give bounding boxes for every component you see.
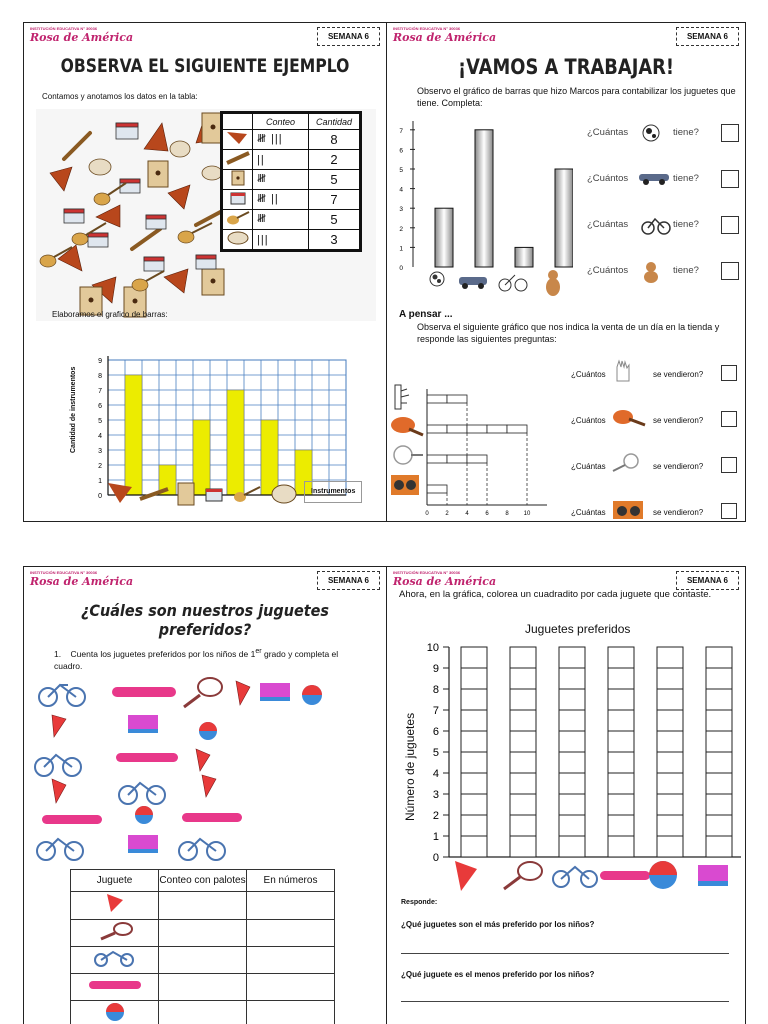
bar-segment xyxy=(427,455,447,463)
cajon-icon xyxy=(223,170,253,190)
cell-bicicleta xyxy=(559,647,585,668)
cell-pelota xyxy=(657,710,683,731)
cell-patines xyxy=(706,794,732,815)
answer-box[interactable] xyxy=(721,411,737,427)
cell-trompo xyxy=(461,668,487,689)
page-title: OBSERVA EL SIGUIENTE EJEMPLO xyxy=(60,55,350,77)
bar-segment xyxy=(447,455,467,463)
table-row xyxy=(71,974,335,1001)
y-tick-label: 5 xyxy=(98,418,102,425)
cell-trompo xyxy=(461,752,487,773)
cell-patines xyxy=(706,836,732,857)
bar-segment xyxy=(427,395,447,403)
bar-segment xyxy=(467,455,487,463)
question-post: tiene? xyxy=(673,127,699,138)
tally-input[interactable] xyxy=(159,947,247,974)
y-tick-label: 2 xyxy=(399,225,403,233)
answer-box[interactable] xyxy=(721,503,737,519)
y-tick-label: 6 xyxy=(432,726,439,738)
y-tick-label: 1 xyxy=(399,245,403,253)
radio-icon xyxy=(611,497,645,522)
intro-text: Contamos y anotamos los datos en la tabla: xyxy=(42,92,198,101)
cell-patineta xyxy=(608,794,634,815)
table-row: 𝍸 || 7 xyxy=(223,190,360,210)
table-row xyxy=(71,892,335,920)
bar-segment xyxy=(427,485,447,493)
answer-box[interactable] xyxy=(721,170,739,188)
cell-bicicleta xyxy=(559,689,585,710)
top-icon xyxy=(455,861,477,891)
toys-collection-image xyxy=(32,675,332,871)
y-tick-label: 10 xyxy=(426,642,439,654)
answer-box[interactable] xyxy=(721,457,737,473)
teddy-bear-icon xyxy=(641,261,661,288)
instruction-text: Ahora, en la gráfica, colorea un cuadradito por cada juguete que contaste. xyxy=(399,589,712,600)
drum-icon xyxy=(223,190,253,210)
tally-input[interactable] xyxy=(159,1001,247,1024)
week-badge: SEMANA 6 xyxy=(317,27,380,46)
cell-pelota xyxy=(657,668,683,689)
cell-patineta xyxy=(608,647,634,668)
number-input[interactable] xyxy=(247,920,335,947)
x-tick-label: 0 xyxy=(425,511,429,517)
school-logo: INSTITUCIÓN EDUCATIVA N° 30036 Rosa de América xyxy=(393,570,497,588)
number-input[interactable] xyxy=(247,1001,335,1024)
cell-patines xyxy=(706,752,732,773)
cell-trompo xyxy=(461,794,487,815)
table-row: 𝍸 ||| 8 xyxy=(223,130,360,150)
y-tick-label: 7 xyxy=(432,705,439,717)
y-tick-label: 4 xyxy=(399,186,403,194)
question-pre: ¿Cuántas xyxy=(587,219,629,230)
tally-input[interactable] xyxy=(159,974,247,1001)
y-tick-label: 9 xyxy=(98,358,102,365)
cell-patineta xyxy=(608,689,634,710)
cell-pelota xyxy=(657,647,683,668)
cell-trompo xyxy=(461,815,487,836)
cell-patines xyxy=(706,689,732,710)
x-tick-label: 4 xyxy=(465,511,469,517)
tambourine-icon xyxy=(223,230,253,250)
cell-pelota xyxy=(657,836,683,857)
brush-icon xyxy=(611,405,647,434)
school-logo: INSTITUCIÓN EDUCATIVA N° 30036 Rosa de América xyxy=(393,26,497,44)
cell-patines xyxy=(706,773,732,794)
car-icon xyxy=(637,169,671,190)
question-pre: ¿Cuántos xyxy=(571,416,606,425)
cell-bicicleta xyxy=(559,752,585,773)
question-pre: ¿Cuántas xyxy=(587,127,629,138)
chart-title: Juguetes preferidos xyxy=(525,622,631,636)
cell-raqueta xyxy=(510,647,536,668)
page-title: ¡VAMOS A TRABAJAR! xyxy=(457,55,675,79)
y-tick-label: 1 xyxy=(432,831,439,843)
cell-bicicleta xyxy=(559,815,585,836)
y-tick-label: 1 xyxy=(98,478,102,485)
question-pre: ¿Cuántas xyxy=(571,462,606,471)
question-2: ¿Qué juguete es el menos preferido por los niños? xyxy=(401,970,595,979)
instruction-text: 1. Cuenta los juguetes preferidos por los niños de 1er grado y completa el cuadro. xyxy=(54,647,339,671)
y-tick-label: 7 xyxy=(399,127,403,135)
think-title: A pensar ... xyxy=(399,309,453,320)
y-tick-label: 4 xyxy=(98,433,102,440)
question-pre: ¿Cuántos xyxy=(587,173,629,184)
answer-line-2[interactable] xyxy=(401,1001,729,1002)
answer-box[interactable] xyxy=(721,216,739,234)
table-row xyxy=(71,947,335,974)
question-post: se vendieron? xyxy=(653,462,704,471)
question-pre: ¿Cuántas xyxy=(571,508,606,517)
week-badge: SEMANA 6 xyxy=(676,27,739,46)
y-tick-label: 7 xyxy=(98,388,102,395)
cell-raqueta xyxy=(510,773,536,794)
bar-pelota xyxy=(435,208,453,267)
cell-raqueta xyxy=(510,752,536,773)
cell-raqueta xyxy=(510,815,536,836)
racket-icon xyxy=(504,862,542,889)
x-tick-label: 10 xyxy=(523,511,531,517)
number-input[interactable] xyxy=(247,947,335,974)
bar-bicicleta xyxy=(515,247,533,267)
table-row: || 2 xyxy=(223,150,360,170)
ball-icon xyxy=(71,1001,159,1024)
cell-pelota xyxy=(657,689,683,710)
cell-trompo xyxy=(461,773,487,794)
cell-patines xyxy=(706,710,732,731)
ball-icon xyxy=(649,861,677,889)
y-tick-label: 2 xyxy=(432,810,439,822)
school-logo: INSTITUCIÓN EDUCATIVA N° 30036 Rosa de América xyxy=(30,26,134,44)
cepillo-icon xyxy=(391,417,423,435)
cell-patines xyxy=(706,815,732,836)
cell-patines xyxy=(706,647,732,668)
bar-segment xyxy=(447,425,467,433)
y-tick-label: 3 xyxy=(98,448,102,455)
cell-raqueta xyxy=(510,689,536,710)
y-tick-label: 8 xyxy=(98,373,102,380)
cell-raqueta xyxy=(510,731,536,752)
cell-raqueta xyxy=(510,794,536,815)
x-tick-label: 8 xyxy=(505,511,509,517)
question-1: ¿Qué juguetes son el más preferido por los niños? xyxy=(401,920,595,929)
bicycle-icon xyxy=(553,867,597,887)
bicycle-icon xyxy=(71,947,159,974)
maracas-icon xyxy=(223,150,253,170)
school-logo: INSTITUCIÓN EDUCATIVA N° 30036 Rosa de América xyxy=(30,570,134,588)
cell-pelota xyxy=(657,731,683,752)
tally-input[interactable] xyxy=(159,920,247,947)
bar-osito xyxy=(555,169,573,267)
question-post: tiene? xyxy=(673,265,699,276)
bar-segment xyxy=(447,395,467,403)
cell-bicicleta xyxy=(559,773,585,794)
y-axis-label: Número de juguetes xyxy=(403,712,417,821)
bar-segment xyxy=(467,425,487,433)
page-title: ¿Cuáles son nuestros juguetes preferidos? xyxy=(81,601,329,639)
y-tick-label: 8 xyxy=(432,684,439,696)
zampona-icon xyxy=(223,130,253,150)
y-tick-label: 2 xyxy=(98,463,102,470)
tally-table: Conteo Cantidad 𝍸 ||| 8 || 2 𝍸 5 𝍸 || 7 𝍸 5 ||| 3 xyxy=(220,111,362,252)
cell-bicicleta xyxy=(559,710,585,731)
cell-patines xyxy=(706,668,732,689)
y-tick-label: 6 xyxy=(399,147,403,155)
bar-zampoña xyxy=(125,375,142,495)
cell-bicicleta xyxy=(559,836,585,857)
count-table: Juguete Conteo con palotes En números xyxy=(70,869,335,1024)
work-panel xyxy=(386,22,746,522)
cell-bicicleta xyxy=(559,794,585,815)
answer-box[interactable] xyxy=(721,124,739,142)
favorite-toys-grid-chart[interactable] xyxy=(423,635,741,895)
example-panel xyxy=(23,22,387,522)
bicycle-icon xyxy=(641,215,671,240)
table-row xyxy=(71,920,335,947)
cell-patineta xyxy=(608,668,634,689)
week-badge: SEMANA 6 xyxy=(317,571,380,590)
answer-line-1[interactable] xyxy=(401,953,729,954)
number-input[interactable] xyxy=(247,974,335,1001)
cell-pelota xyxy=(657,773,683,794)
y-tick-label: 4 xyxy=(432,768,439,780)
guantes-icon xyxy=(395,385,409,409)
table-row: 𝍸 5 xyxy=(223,210,360,230)
skateboard-icon xyxy=(600,871,650,880)
bar-segment xyxy=(507,425,527,433)
bar-carro xyxy=(475,130,493,267)
ball-icon xyxy=(641,123,661,148)
answer-box[interactable] xyxy=(721,262,739,280)
cell-bicicleta xyxy=(559,731,585,752)
bar-segment xyxy=(487,425,507,433)
cell-raqueta xyxy=(510,836,536,857)
week-badge: SEMANA 6 xyxy=(676,571,739,590)
y-tick-label: 0 xyxy=(432,852,439,864)
y-tick-label: 6 xyxy=(98,403,102,410)
skateboard-icon xyxy=(71,974,159,1001)
question-post: se vendieron? xyxy=(653,370,704,379)
y-tick-label: 3 xyxy=(399,206,403,214)
answer-label: Responde: xyxy=(401,899,438,906)
table-row xyxy=(71,1001,335,1024)
cell-patineta xyxy=(608,836,634,857)
racket-icon xyxy=(71,920,159,947)
question-post: se vendieron? xyxy=(653,508,704,517)
cell-trompo xyxy=(461,710,487,731)
x-tick-label: 2 xyxy=(445,511,449,517)
graph-panel xyxy=(386,566,746,1024)
x-tick-label: 6 xyxy=(485,511,489,517)
cell-patineta xyxy=(608,752,634,773)
cell-patineta xyxy=(608,731,634,752)
question-post: tiene? xyxy=(673,173,699,184)
number-input[interactable] xyxy=(247,892,335,920)
cell-trompo xyxy=(461,836,487,857)
cell-trompo xyxy=(461,647,487,668)
x-axis-icons xyxy=(106,479,306,507)
tally-input[interactable] xyxy=(159,892,247,920)
radio-icon xyxy=(391,475,419,495)
cell-raqueta xyxy=(510,710,536,731)
y-axis-label: Cantidad de instrumentos xyxy=(70,366,77,453)
cell-patineta xyxy=(608,815,634,836)
cell-pelota xyxy=(657,794,683,815)
graph-intro: Elaboramos el grafico de barras: xyxy=(52,310,168,319)
cell-patineta xyxy=(608,773,634,794)
y-tick-label: 3 xyxy=(432,789,439,801)
cell-patines xyxy=(706,731,732,752)
skates-icon xyxy=(698,865,728,886)
guitar-icon xyxy=(223,210,253,230)
table-row: 𝍸 5 xyxy=(223,170,360,190)
x-axis-label: Instrumentos xyxy=(304,481,362,503)
question-pre: ¿Cuántos xyxy=(587,265,629,276)
cell-patineta xyxy=(608,710,634,731)
y-tick-label: 9 xyxy=(432,663,439,675)
y-tick-label: 5 xyxy=(432,747,439,759)
glove-icon xyxy=(611,359,633,388)
think-text: Observa el siguiente gráfico que nos indica la venta de un día en la tienda y responde las siguientes preguntas: xyxy=(417,322,720,344)
cell-trompo xyxy=(461,731,487,752)
question-post: tiene? xyxy=(673,219,699,230)
toys-axis-icons xyxy=(429,267,569,308)
soga-icon xyxy=(394,446,423,464)
y-tick-label: 5 xyxy=(399,167,403,174)
answer-box[interactable] xyxy=(721,365,737,381)
cell-pelota xyxy=(657,752,683,773)
cell-bicicleta xyxy=(559,668,585,689)
jump-rope-icon xyxy=(611,451,641,478)
bar-segment xyxy=(427,425,447,433)
sales-bar-chart xyxy=(387,369,567,519)
y-tick-label: 0 xyxy=(98,493,102,500)
y-tick-label: 0 xyxy=(399,265,403,272)
cell-raqueta xyxy=(510,668,536,689)
intro-text: Observo el gráfico de barras que hizo Marcos para contabilizar los juguetes que tiene. Completa: xyxy=(417,86,736,108)
top-icon xyxy=(71,892,159,920)
cell-trompo xyxy=(461,689,487,710)
table-row: ||| 3 xyxy=(223,230,360,250)
favorites-panel xyxy=(23,566,387,1024)
question-post: se vendieron? xyxy=(653,416,704,425)
cell-pelota xyxy=(657,815,683,836)
question-pre: ¿Cuántos xyxy=(571,370,606,379)
